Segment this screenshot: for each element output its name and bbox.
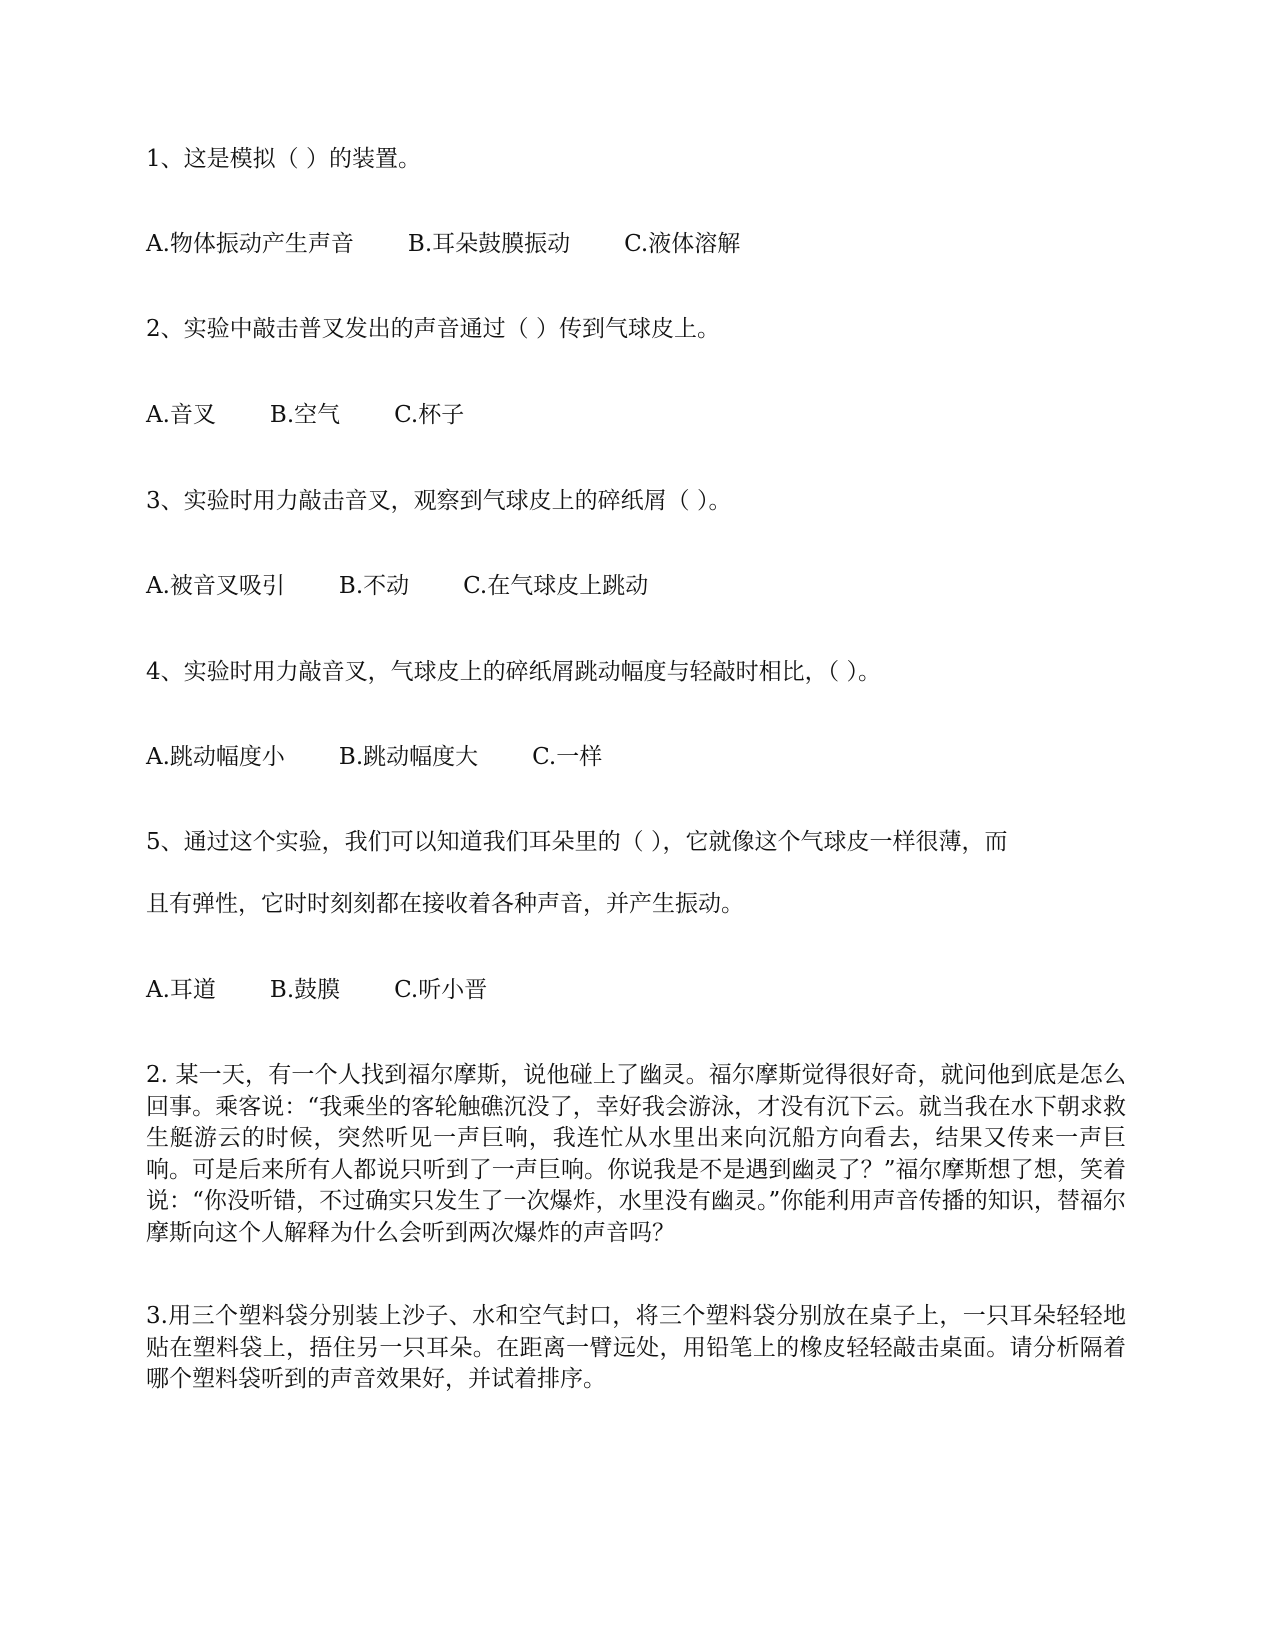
question-5-option-c: C.听小晋 [394, 977, 488, 1003]
question-1-option-c: C.液体溶解 [624, 231, 741, 257]
problem-3-paragraph: 3.用三个塑料袋分别装上沙子、水和空气封口，将三个塑料袋分别放在桌子上，一只耳朵轻轻地贴在塑料袋上，捂住另一只耳朵。在距离一臂远处，用铅笔上的橡皮轻轻敲击桌面。请分析隔着哪个塑料袋听到的声音效果好，并试着排序。 [146, 1303, 1126, 1392]
question-4-option-a: A.跳动幅度小 [146, 744, 285, 770]
question-1-stem: 1、这是模拟（ ）的装置。 [146, 146, 421, 172]
question-3-option-a: A.被音叉吸引 [146, 573, 285, 599]
question-2-stem: 2、实验中敲击普叉发出的声音通过（ ）传到气球皮上。 [146, 316, 720, 342]
question-5-stem-line-2: 且有弹性，它时时刻刻都在接收着各种声音，并产生振动。 [146, 891, 744, 917]
question-4-option-b: B.跳动幅度大 [338, 744, 479, 770]
question-5-option-b: B.鼓膜 [269, 977, 341, 1003]
question-4-stem: 4、实验时用力敲音叉，气球皮上的碎纸屑跳动幅度与轻敲时相比，（ ）。 [146, 659, 881, 685]
question-5-options [146, 975, 541, 1005]
question-1-options [146, 229, 794, 259]
question-2-option-b: B.空气 [269, 402, 341, 428]
question-2-options [146, 400, 518, 430]
question-5-stem-line-1: 5、通过这个实验，我们可以知道我们耳朵里的（ ），它就像这个气球皮一样很薄，而 [146, 829, 1008, 855]
question-2-option-c: C.杯子 [394, 402, 465, 428]
question-1-option-b: B.耳朵鼓膜振动 [407, 231, 571, 257]
question-3-option-b: B.不动 [338, 573, 410, 599]
question-1-option-a: A.物体振动产生声音 [146, 231, 354, 257]
question-3-stem: 3、实验时用力敲击音叉，观察到气球皮上的碎纸屑（ ）。 [146, 488, 732, 514]
question-3-option-c: C.在气球皮上跳动 [463, 573, 649, 599]
question-4-options [146, 742, 656, 772]
question-5-option-a: A.耳道 [146, 977, 216, 1003]
question-2-option-a: A.音叉 [146, 402, 216, 428]
question-4-option-c: C.一样 [532, 744, 603, 770]
question-3-options [146, 571, 702, 601]
problem-2-paragraph: 2. 某一天，有一个人找到福尔摩斯，说他碰上了幽灵。福尔摩斯觉得很好奇，就问他到底是怎么回事。乘客说：“我乘坐的客轮触礁沉没了，幸好我会游泳，才没有沉下云。就当我在水下朝求救生艇游云的时候，突然听见一声巨响，我连忙从水里出来向沉船方向看去，结果又传来一声巨响。可是后来所有人都说只听到了一声巨响。你说我是不是遇到幽灵了？”福尔摩斯想了想，笑着说：“你没听错，不过确实只发生了一次爆炸，水里没有幽灵。”你能利用声音传播的知识，替福尔摩斯向这个人解释为什么会听到两次爆炸的声音吗？ [146, 1062, 1126, 1246]
